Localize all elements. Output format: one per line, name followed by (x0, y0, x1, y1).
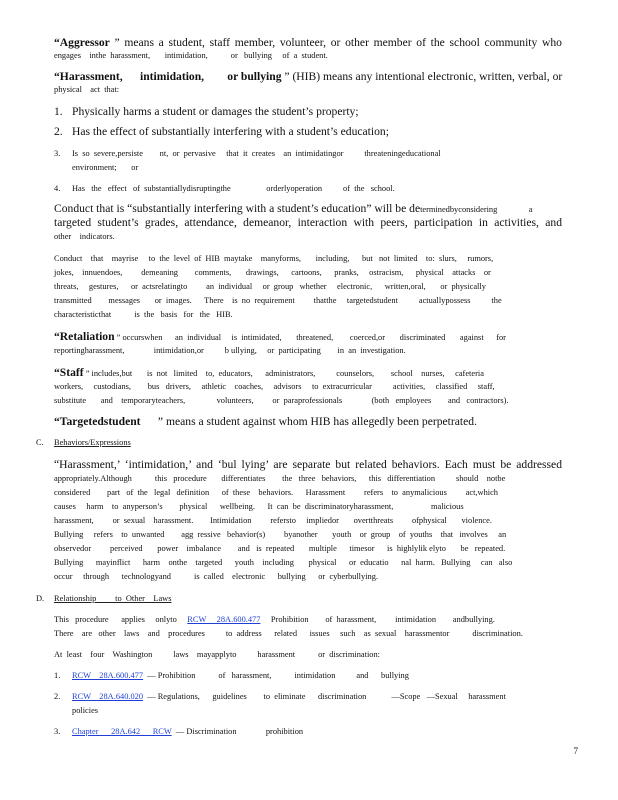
list-item: Has the effect of substantiallydisruptingthe orderlyoperation of the school. (72, 184, 395, 193)
law-list-item: RCW 28A.640.020 — Regulations, guidelines to eliminate discrimination —Scope —Sexual harassment (72, 692, 506, 701)
list-number: 1. (54, 105, 63, 118)
relationship-paragraph-line2: There are other laws and procedures to address related issues such as sexual harassmentor discrimination. (54, 629, 523, 638)
staff-definition-line1: “Staff ” includes,but is not limited to, educators, administrators, counselors, school nurses, cafeteria (54, 366, 484, 379)
list-number: 1. (54, 671, 61, 680)
behaviors-paragraph-line: occur through technologyand is called electronic bullying or cyberbullying. (54, 572, 378, 581)
retaliation-definition-line1: “Retaliation ” occurswhen an individual is intimidated, threatened, coerced,or discriminated against for (54, 330, 506, 343)
behaviors-paragraph-line: appropriately.Although this procedure differentiates the three behaviors, this differentiation should notbe (54, 474, 506, 483)
law-list-item: Chapter 28A.642 RCW — Discrimination prohibition (72, 727, 304, 736)
staff-definition-line2: workers, custodians, bus drivers, athletic coaches, advisors to extracurricular activities, classified staff, (54, 382, 495, 391)
list-item: Is so severe,persiste nt, or pervasive that it creates an intimidatingor threateningeducational (72, 149, 441, 158)
chapter-28a-642-rcw-link[interactable]: Chapter 28A.642 RCW (72, 727, 172, 736)
section-letter: C. (36, 438, 44, 447)
list-number: 4. (54, 184, 61, 193)
behaviors-paragraph-line: considered part of the legal definition of these behaviors. Harassment refers to anymalicious act,which (54, 488, 498, 497)
conduct-paragraph-line2: targeted student’s grades, attendance, demeanor, interaction with peers, participation in activities, and (54, 216, 562, 229)
behaviors-paragraph-line: Bullying refers to unwanted agg ressive behavior(s) byanother youth or group of youths that involves an (54, 530, 507, 539)
rcw-28a-640-020-link[interactable]: RCW 28A.640.020 (72, 692, 144, 701)
conduct-paragraph-line1: Conduct that is “substantially interfering with a student’s education” will be determinedbyconsidering a (54, 202, 533, 215)
relationship-paragraph-line1: This procedure applies onlyto RCW 28A.600.477 Prohibition of harassment, intimidation andbullying. (54, 615, 495, 624)
list-item-cont: environment; or (72, 163, 139, 172)
conduct-examples-line: threats, gestures, or actsrelatingto an individual or group whether electronic, written,oral, or physically (54, 282, 486, 291)
law-list-item: RCW 28A.600.477 — Prohibition of harassment, intimidation and bullying (72, 671, 409, 680)
law-list-item-cont: policies (72, 706, 99, 715)
conduct-examples-line: Conduct that mayrise to the level of HIB maytake manyforms, including, but not limited to: slurs, rumors, (54, 254, 494, 263)
conduct-paragraph-line3: other indicators. (54, 232, 115, 241)
conduct-examples-line: characteristicthat is the basis for the HIB. (54, 310, 233, 319)
term-hib: “Harassment, intimidation, or bullying (54, 70, 282, 83)
conduct-examples-line: transmitted messages or images. There is no requirement thatthe targetedstudent actuallypossess the (54, 296, 502, 305)
staff-definition-line3: substitute and temporaryteachers, volunteers, or paraprofessionals (both employees and contractors). (54, 396, 509, 405)
page-number: 7 (573, 746, 578, 756)
rcw-28a-600-477-link[interactable]: RCW 28A.600.477 (72, 671, 144, 680)
list-item: Has the effect of substantially interfering with a student’s education; (72, 125, 389, 138)
list-number: 2. (54, 692, 61, 701)
list-number: 3. (54, 149, 61, 158)
list-number: 2. (54, 125, 63, 138)
section-letter: D. (36, 594, 45, 603)
hib-definition-line2: physical act that: (54, 85, 120, 94)
retaliation-definition-line2: reportingharassment, intimidation,or b ullying, or participating in an investigation. (54, 346, 406, 355)
behaviors-paragraph-line1: “Harassment,’ ‘intimidation,’ and ‘bul lying’ are separate but related behaviors. Each must be addressed (54, 458, 562, 471)
targeted-student-definition: “Targetedstudent ” means a student against whom HIB has allegedly been perpetrated. (54, 415, 477, 428)
conduct-examples-line: jokes, innuendoes, demeaning comments, drawings, cartoons, pranks, ostracism, physical attacks or (54, 268, 491, 277)
list-number: 3. (54, 727, 61, 736)
section-title-behaviors: Behaviors/Expressions (54, 438, 131, 447)
behaviors-paragraph-line: observedor perceived power imbalance and is repeated multiple timesor is highlylik elyto be repeated. (54, 544, 506, 553)
term-aggressor: “Aggressor (54, 36, 110, 49)
aggressor-definition-line2: engages inthe harassment, intimidation, or bullying of a student. (54, 51, 328, 60)
behaviors-paragraph-line: harassment, or sexual harassment. Intimidation refersto impliedor overtthreats ofphysical violence. (54, 516, 492, 525)
term-targeted-student: “Targetedstudent (54, 415, 141, 428)
behaviors-paragraph-line: Bullying mayinflict harm onthe targeted youth including physical or educatio nal harm. Bullying can also (54, 558, 513, 567)
at-least-four-laws: At least four Washington laws mayapplyto harassment or discrimination: (54, 650, 380, 659)
hib-definition-line1: “Harassment, intimidation, or bullying ” (HIB) means any intentional electronic, written, verbal, or (54, 70, 563, 83)
section-title-relationship: Relationship to Other Laws (54, 594, 172, 603)
list-item: Physically harms a student or damages the student’s property; (72, 105, 359, 118)
rcw-28a-600-477-link[interactable]: RCW 28A.600.477 (187, 615, 261, 624)
term-retaliation: “Retaliation (54, 330, 115, 343)
behaviors-paragraph-line: causes harm to anyperson’s physical wellbeing. It can be discriminatoryharassment, malicious (54, 502, 464, 511)
aggressor-definition-line1: “Aggressor ” means a student, staff member, volunteer, or other member of the school community who (54, 36, 562, 49)
term-staff: “Staff (54, 366, 84, 379)
